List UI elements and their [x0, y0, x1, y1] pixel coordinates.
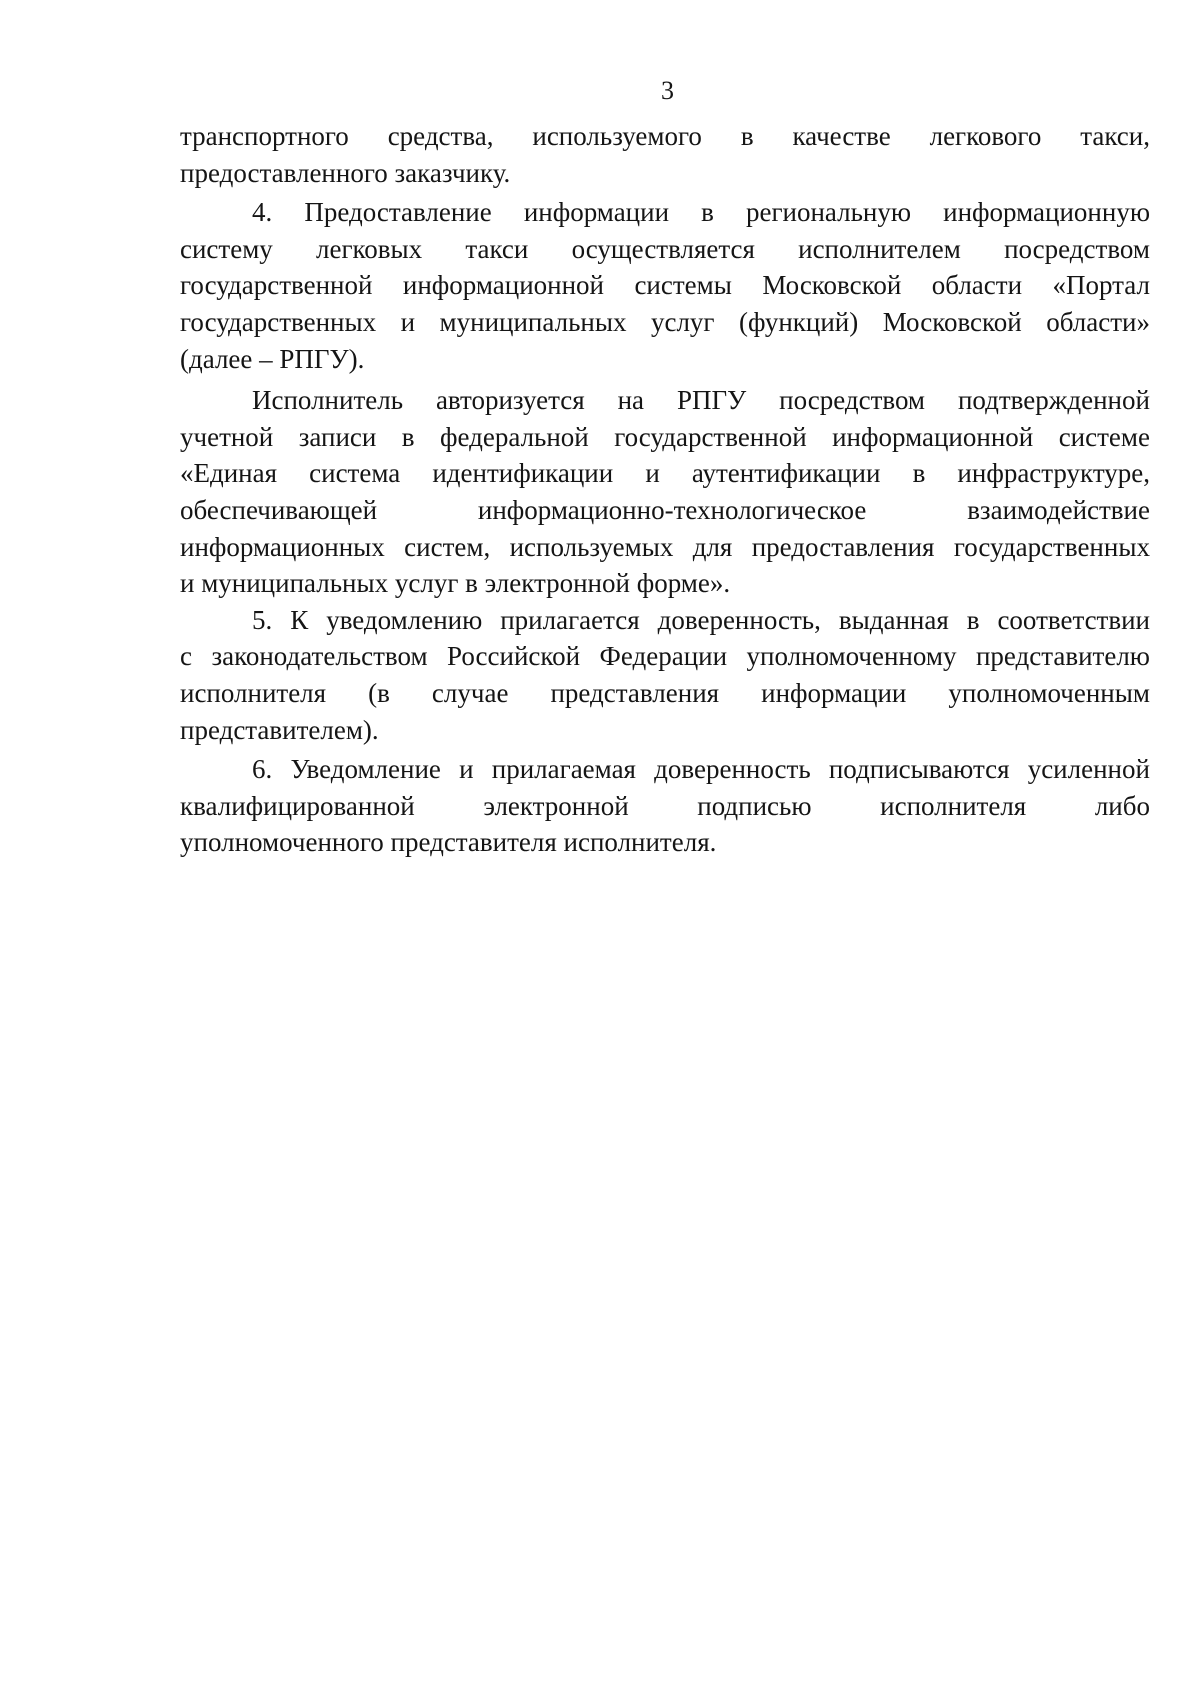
- text-line: [180, 638, 1150, 675]
- word: взаимодействие: [967, 494, 1150, 525]
- word: на: [617, 385, 645, 416]
- text-line: [180, 455, 1150, 492]
- word: 6.: [252, 754, 273, 785]
- text-line: [180, 492, 1150, 529]
- word: посредством: [1004, 233, 1150, 264]
- word: области: [931, 270, 1023, 301]
- word: усиленной: [1027, 754, 1150, 785]
- word: государственных: [953, 531, 1150, 562]
- word: предоставления: [751, 531, 935, 562]
- word: выданная: [838, 604, 949, 635]
- word: и: [645, 458, 660, 489]
- word: подписью: [697, 790, 812, 821]
- text-line: [180, 304, 1150, 341]
- word: учетной: [180, 421, 274, 452]
- document-body: [180, 118, 1150, 861]
- paragraph-esia-authorization: [180, 382, 1150, 602]
- word: в: [912, 458, 926, 489]
- word: такси,: [1080, 121, 1150, 151]
- word: систем,: [404, 531, 491, 562]
- word: Федерации: [599, 641, 728, 672]
- word: такси: [465, 233, 529, 264]
- text-line: [180, 788, 1150, 825]
- word: Исполнитель: [252, 385, 404, 416]
- word: используемых: [509, 531, 674, 562]
- word: законодательством: [211, 641, 428, 672]
- paragraph-4-rpgu-submission: [180, 194, 1150, 377]
- text-line: [180, 267, 1150, 304]
- word: (в: [368, 677, 390, 708]
- word: осуществляется: [571, 233, 755, 264]
- word: с: [180, 641, 192, 672]
- word: РПГУ: [676, 385, 747, 416]
- text-line: [180, 382, 1150, 419]
- word: «Единая: [180, 458, 278, 489]
- word: услуг: [650, 306, 715, 337]
- word: случае: [431, 677, 509, 708]
- paragraph-taxi-vehicle: [180, 118, 1150, 191]
- paragraph-5-power-of-attorney: [180, 602, 1150, 748]
- word: области»: [1046, 306, 1150, 337]
- text-line: [180, 529, 1150, 566]
- word: доверенность: [654, 754, 811, 785]
- word: государственной: [614, 421, 807, 452]
- word: Московской: [882, 306, 1022, 337]
- text-line: [180, 194, 1150, 231]
- word: записи: [298, 421, 377, 452]
- word: муниципальных: [439, 306, 627, 337]
- word: посредством: [779, 385, 926, 416]
- word: в: [740, 121, 754, 151]
- word: информации: [523, 197, 670, 228]
- text-line: [180, 231, 1150, 268]
- text-line: [180, 675, 1150, 712]
- paragraph-6-electronic-signature: [180, 751, 1150, 861]
- word: исполнителя: [880, 790, 1027, 821]
- word: аутентификации: [691, 458, 881, 489]
- word: Уведомление: [290, 754, 441, 785]
- word: уполномоченным: [948, 677, 1150, 708]
- text-line: уполномоченного представителя исполнителя.: [180, 827, 717, 858]
- page-number: 3: [661, 76, 674, 105]
- word: представления: [550, 677, 720, 708]
- text-line: и муниципальных услуг в электронной форме».: [180, 568, 731, 599]
- word: исполнителя: [180, 677, 327, 708]
- word: Российской: [447, 641, 581, 672]
- word: подписываются: [828, 754, 1010, 785]
- word: электронной: [483, 790, 629, 821]
- word: Предоставление: [304, 197, 492, 228]
- word: система: [309, 458, 401, 489]
- text-line: предоставленного заказчику.: [180, 157, 511, 188]
- word: государственной: [180, 270, 373, 301]
- word: системе: [1058, 421, 1150, 452]
- word: федеральной: [440, 421, 589, 452]
- word: информационных: [180, 531, 385, 562]
- word: «Портал: [1052, 270, 1150, 301]
- word: в: [701, 197, 714, 228]
- word: легковых: [316, 233, 423, 264]
- word: используемого: [532, 121, 702, 151]
- word: информационно-технологическое: [477, 494, 867, 525]
- word: средства,: [387, 121, 494, 151]
- word: информационной: [402, 270, 604, 301]
- word: региональную: [745, 197, 912, 228]
- word: доверенность,: [657, 604, 821, 635]
- text-line: представителем).: [180, 714, 379, 745]
- word: и: [459, 754, 474, 785]
- word: в: [966, 604, 980, 635]
- word: исполнителем: [798, 233, 961, 264]
- word: представителю: [975, 641, 1150, 672]
- word: уведомлению: [326, 604, 483, 635]
- word: информации: [761, 677, 907, 708]
- word: информационной: [832, 421, 1034, 452]
- word: (функций): [739, 306, 859, 337]
- word: транспортного: [180, 121, 349, 151]
- text-line: [180, 118, 1150, 155]
- word: авторизуется: [435, 385, 585, 416]
- word: соответствии: [997, 604, 1150, 635]
- word: квалифицированной: [180, 790, 415, 821]
- word: уполномоченному: [746, 641, 957, 672]
- text-line: (далее – РПГУ).: [180, 343, 365, 374]
- word: информационную: [943, 197, 1150, 228]
- text-line: [180, 419, 1150, 456]
- word: обеспечивающей: [180, 494, 378, 525]
- word: прилагаемая: [491, 754, 636, 785]
- word: 5.: [252, 604, 273, 635]
- text-line: [180, 751, 1150, 788]
- word: Московской: [762, 270, 902, 301]
- text-line: [180, 602, 1150, 639]
- word: для: [692, 531, 733, 562]
- word: 4.: [252, 197, 273, 228]
- word: системы: [634, 270, 732, 301]
- word: в: [401, 421, 415, 452]
- word: инфраструктуре,: [957, 458, 1150, 489]
- word: К: [290, 604, 309, 635]
- word: качестве: [792, 121, 891, 151]
- word: идентификации: [432, 458, 614, 489]
- word: подтвержденной: [957, 385, 1150, 416]
- word: систему: [180, 233, 273, 264]
- word: и: [400, 306, 416, 337]
- word: государственных: [180, 306, 377, 337]
- word: прилагается: [500, 604, 640, 635]
- word: либо: [1094, 790, 1150, 821]
- word: легкового: [929, 121, 1042, 151]
